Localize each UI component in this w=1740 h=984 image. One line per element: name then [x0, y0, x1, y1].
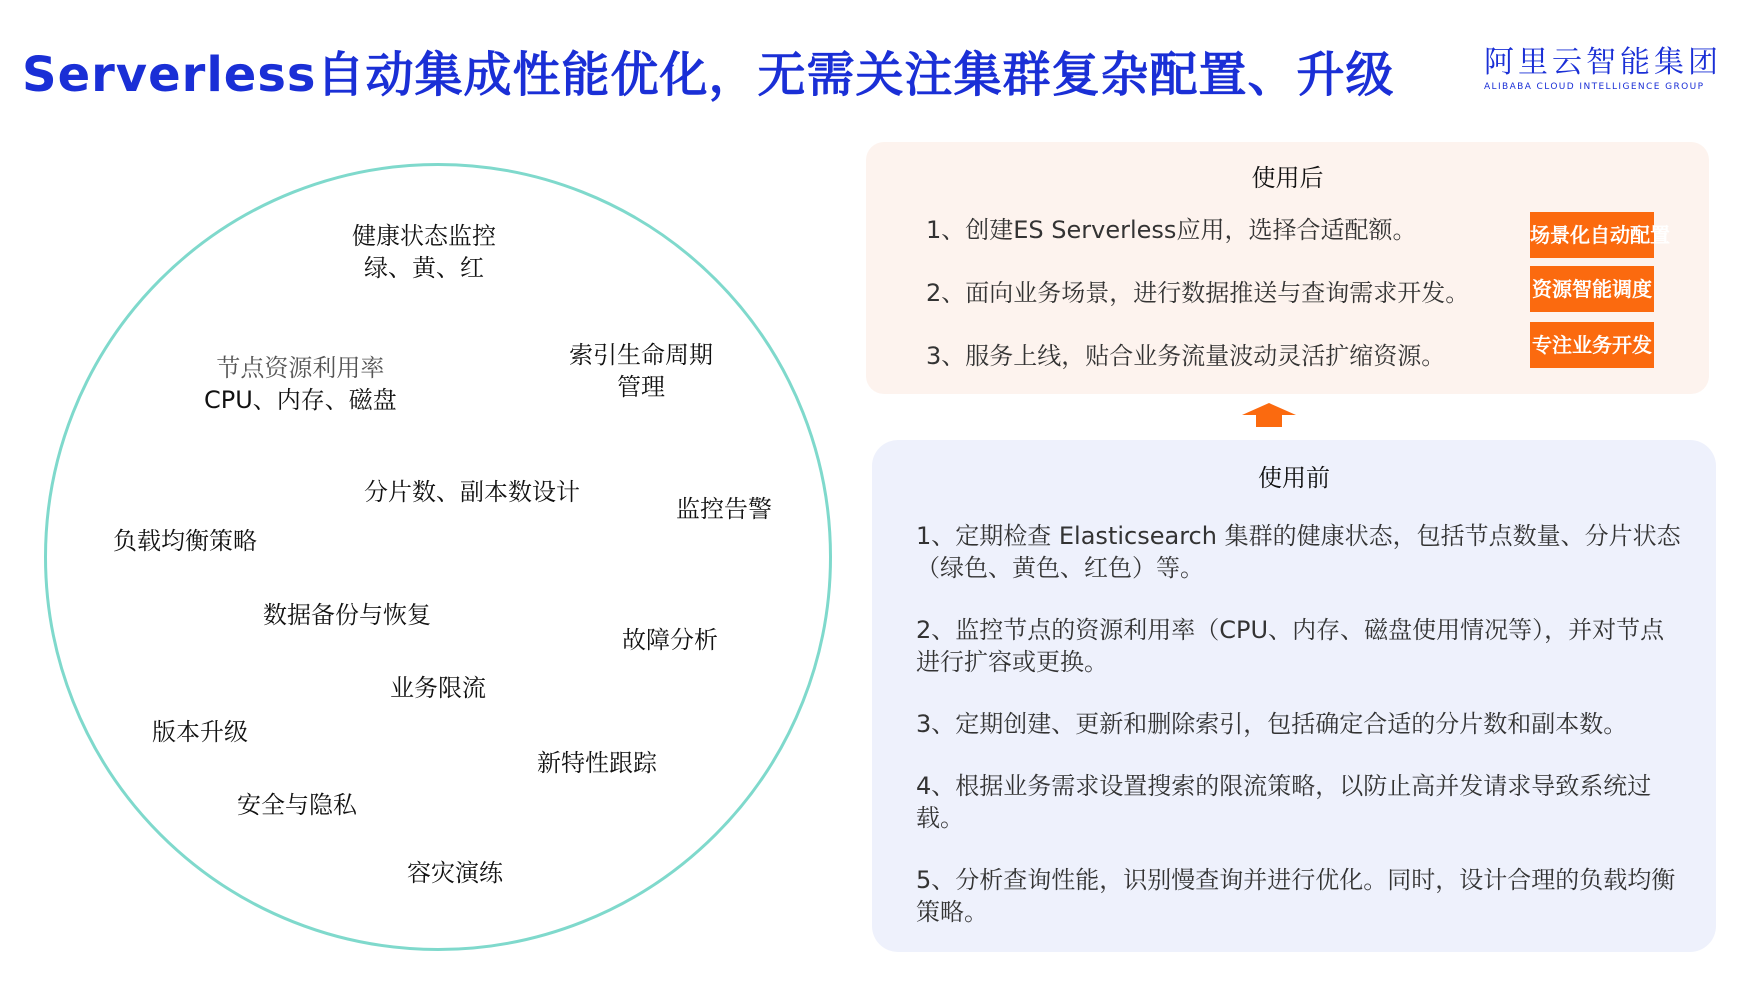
tag-fault-analysis: 故障分析 — [622, 626, 718, 654]
after-item-2: 2、面向业务场景，进行数据推送与查询需求开发。 — [926, 279, 1470, 307]
tag-disaster-drill: 容灾演练 — [407, 859, 503, 887]
after-panel — [866, 142, 1709, 394]
tag-index-lifecycle — [569, 339, 713, 403]
after-heading: 使用后 — [1251, 164, 1324, 192]
tag-backup-restore: 数据备份与恢复 — [263, 601, 431, 629]
tag-index-line1: 索引生命周期 — [569, 341, 713, 369]
before-item-1: 1、定期检查 Elasticsearch 集群的健康状态，包括节点数量、分片状态（绿色、黄色、红色）等。 — [916, 522, 1681, 582]
badge-scene-auto-config: 场景化自动配置 — [1530, 212, 1654, 258]
tag-resource-line1: 节点资源利用率 — [216, 354, 385, 382]
before-item-3: 3、定期创建、更新和删除索引，包括确定合适的分片数和副本数。 — [916, 710, 1628, 738]
before-item-2: 2、监控节点的资源利用率（CPU、内存、磁盘使用情况等），并对节点进行扩容或更换。 — [916, 616, 1665, 676]
tag-index-line2: 管理 — [617, 373, 665, 401]
badge-focus-dev: 专注业务开发 — [1530, 322, 1654, 368]
tag-resource-line2: CPU、内存、磁盘 — [204, 386, 397, 414]
after-item-3: 3、服务上线，贴合业务流量波动灵活扩缩资源。 — [926, 342, 1446, 370]
before-item-5: 5、分析查询性能，识别慢查询并进行优化。同时，设计合理的负载均衡策略。 — [916, 866, 1676, 926]
badge-smart-scheduling: 资源智能调度 — [1530, 266, 1654, 312]
page-title: Serverless自动集成性能优化，无需关注集群复杂配置、升级 — [22, 47, 1395, 103]
tag-shards-replicas: 分片数、副本数设计 — [364, 478, 580, 506]
logo-english-text: ALIBABA CLOUD INTELLIGENCE GROUP — [1484, 82, 1705, 92]
tag-node-resource — [204, 352, 397, 416]
before-panel — [872, 440, 1716, 952]
tag-health-status — [352, 220, 496, 284]
tag-feature-tracking: 新特性跟踪 — [537, 749, 657, 777]
company-logo — [1484, 45, 1722, 92]
tag-health-line1: 健康状态监控 — [352, 222, 496, 250]
tag-version-upgrade: 版本升级 — [152, 718, 248, 746]
tag-load-balance: 负载均衡策略 — [113, 527, 257, 555]
logo-chinese-text: 阿里云智能集团 — [1484, 45, 1722, 80]
tag-throttle: 业务限流 — [390, 674, 486, 702]
before-heading: 使用前 — [1258, 464, 1330, 492]
before-item-4: 4、根据业务需求设置搜索的限流策略，以防止高并发请求导致系统过载。 — [916, 772, 1652, 832]
up-arrow-icon — [1242, 403, 1296, 427]
tag-security-privacy: 安全与隐私 — [237, 791, 357, 819]
after-item-1: 1、创建ES Serverless应用，选择合适配额。 — [926, 216, 1417, 244]
tag-health-line2: 绿、黄、红 — [364, 254, 484, 282]
tag-monitor-alert: 监控告警 — [676, 495, 772, 523]
